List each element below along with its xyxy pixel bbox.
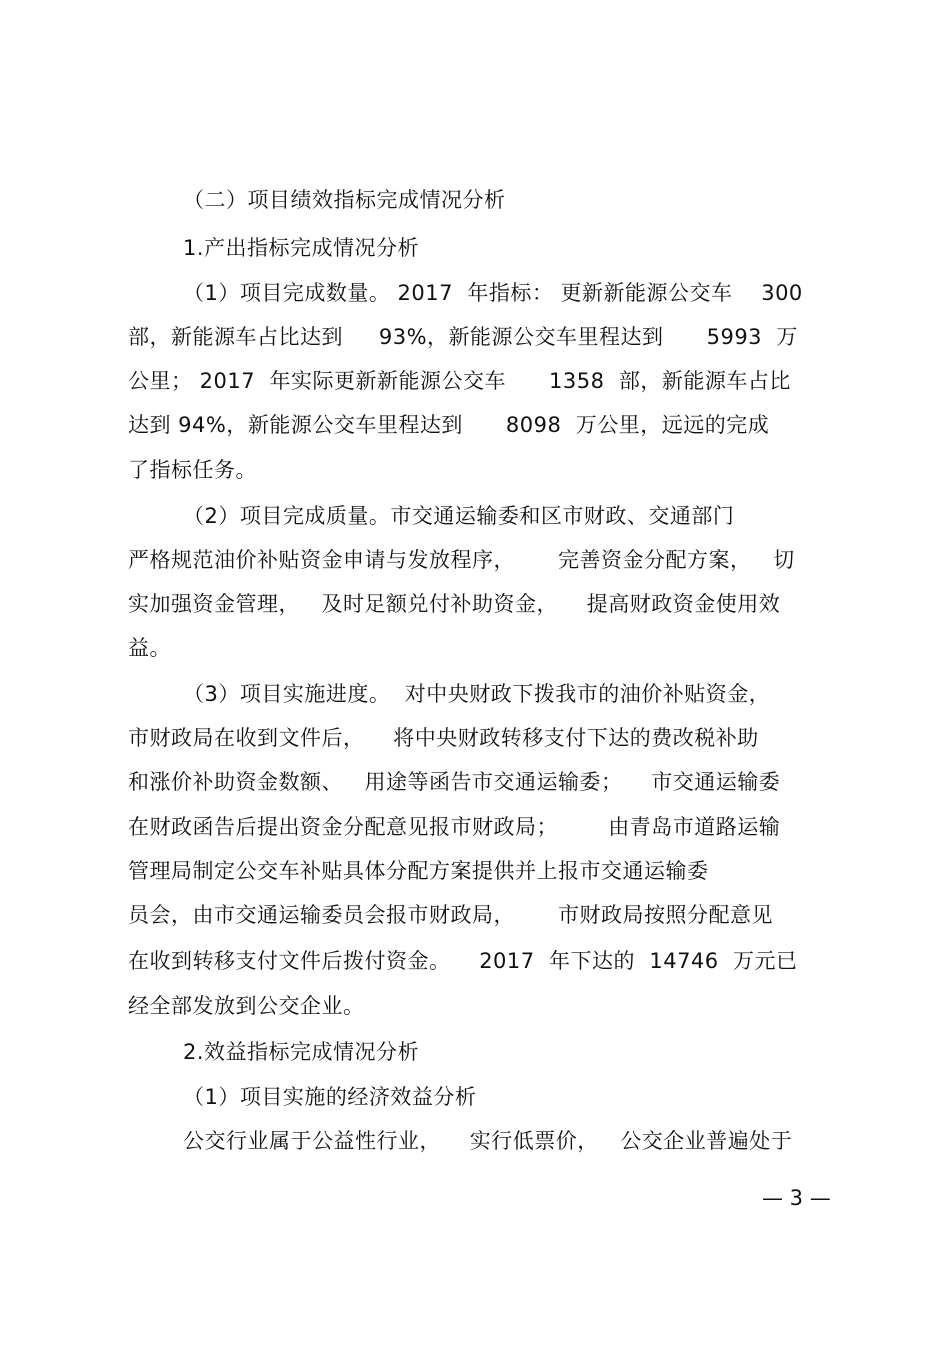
paragraph-line: 管理局制定公交车补贴具体分配方案提供并上报市交通运输委 (128, 859, 709, 883)
paragraph-line: （3）项目实施进度。 对中央财政下拨我市的油价补贴资金， (183, 682, 771, 706)
paragraph-line: 员会，由市交通运输委员会报市财政局， 市财政局按照分配意见 (128, 903, 774, 927)
paragraph-line: 部，新能源车占比达到 93%，新能源公交车里程达到 5993 万 (128, 325, 798, 349)
paragraph-line: 实加强资金管理， 及时足额兑付补助资金， 提高财政资金使用效 (128, 592, 781, 616)
paragraph-line: 达到 94%，新能源公交车里程达到 8098 万公里，远远的完成 (128, 413, 770, 437)
paragraph-line: （1）项目完成数量。 2017 年指标： 更新新能源公交车 300 (183, 281, 803, 305)
paragraph-line: 公里； 2017 年实际更新新能源公交车 1358 部，新能源车占比 (128, 369, 791, 393)
paragraph-line: 严格规范油价补贴资金申请与发放程序， 完善资金分配方案， 切 (128, 548, 795, 572)
paragraph-line: 市财政局在收到文件后， 将中央财政转移支付下达的费改税补助 (128, 726, 759, 750)
section-heading: （二）项目绩效指标完成情况分析 (183, 188, 506, 212)
paragraph-line: （2）项目完成质量。市交通运输委和区市财政、交通部门 (183, 504, 735, 528)
paragraph-line: 公交行业属于公益性行业， 实行低票价， 公交企业普遍处于 (183, 1129, 793, 1153)
paragraph-line: 和涨价补助资金数额、 用途等函告市交通运输委； 市交通运输委 (128, 770, 781, 794)
subsection-heading: 1.产出指标完成情况分析 (183, 236, 420, 260)
paragraph-line: 在财政函告后提出资金分配意见报市财政局； 由青岛市道路运输 (128, 815, 781, 839)
page-number: — 3 — (762, 1186, 831, 1210)
paragraph-line: 经全部发放到公交企业。 (128, 994, 365, 1018)
paragraph-line: 了指标任务。 (128, 458, 257, 482)
subsection-heading: 2.效益指标完成情况分析 (183, 1040, 420, 1064)
paragraph-line: 益。 (128, 636, 171, 660)
paragraph-line: 在收到转移支付文件后拨付资金。 2017 年下达的 14746 万元已 (128, 949, 798, 973)
paragraph-line: （1）项目实施的经济效益分析 (183, 1085, 477, 1109)
